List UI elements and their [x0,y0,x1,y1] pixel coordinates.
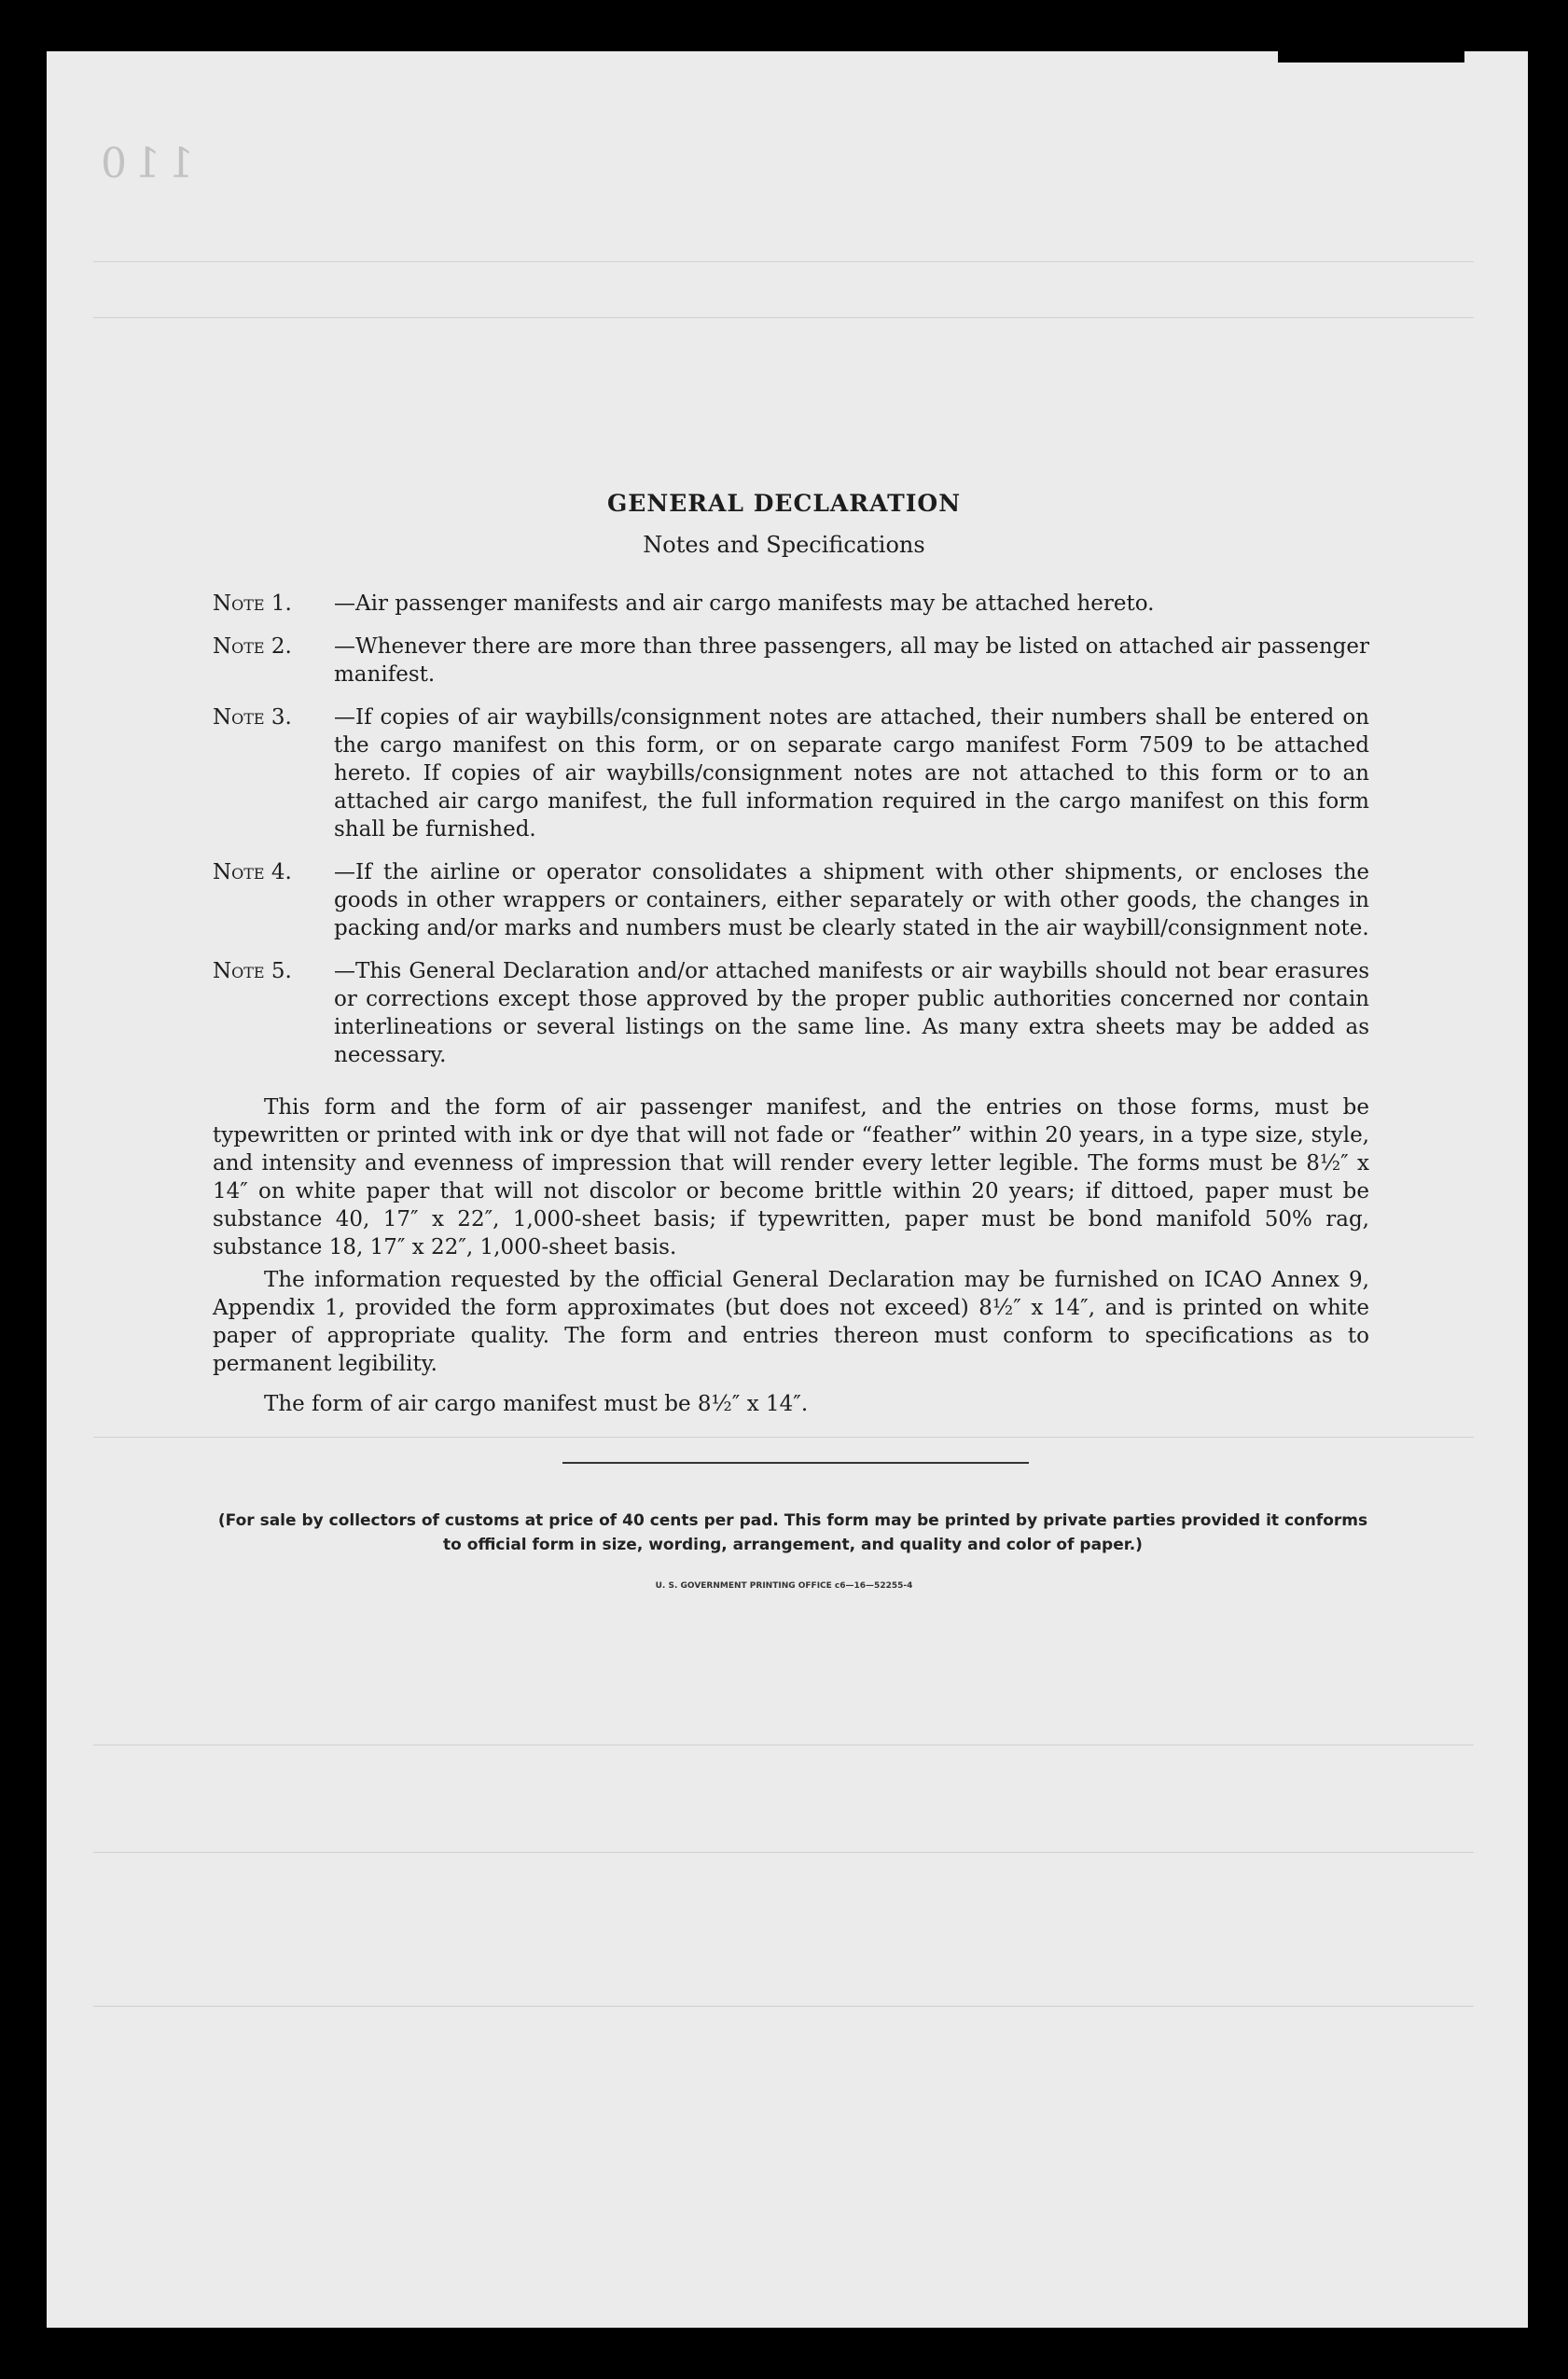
note-item [213,858,1369,942]
note-label: Note 3. [213,705,292,730]
note-label: Note 4. [213,860,292,884]
printer-line: U. S. GOVERNMENT PRINTING OFFICE c6—16—52255-4 [655,1581,913,1591]
specification-paragraph: This form and the form of air passenger manifest, and the entries on those forms, must be typewritten or printed with ink or dye that will not fade or “feather” within 20 years, in a type size, style, and intensity and evenness of impression that will render every letter legible. The forms must be 8½″ x 14″ on white paper that will not discolor or become brittle within 20 years; if dittoed, paper must be substance 40, 17″ x 22″, 1,000-sheet basis; if typewritten, paper must be bond manifold 50% rag, substance 18, 17″ x 22″, 1,000-sheet basis. [213,1095,1369,1259]
note-label: Note 5. [213,959,292,983]
bleed-line [93,261,1474,262]
bleed-line [93,1745,1474,1746]
specification-paragraph: The information requested by the official General Declaration may be furnished on ICAO Annex 9, Appendix 1, provided the form approximates (but does not exceed) 8½″ x 14″, and is printed on white paper of appropriate quality. The form and entries thereon must conform to specifications as to permanent legibility. [213,1268,1369,1376]
scan-edge-mark [1278,42,1464,63]
page-title: GENERAL DECLARATION [606,490,962,517]
page-number: 110 [93,140,194,188]
note-text: —Whenever there are more than three passengers, all may be listed on attached air passenger manifest. [334,634,1369,687]
note-item [213,703,1369,843]
note-text: —If copies of air waybills/consignment notes are attached, their numbers shall be entered on the cargo manifest on this form, or on separate cargo manifest Form 7509 to be attached hereto. If copies of air waybills/consignment notes are not attached to this form or to an attached air cargo manifest, the full information required in the cargo manifest on this form shall be furnished. [334,705,1369,842]
note-text: —Air passenger manifests and air cargo manifests may be attached hereto. [334,591,1155,616]
note-label: Note 1. [213,591,292,616]
note-item [213,590,1369,618]
note-text: —This General Declaration and/or attached manifests or air waybills should not bear erasures or corrections except those approved by the proper public authorities concerned nor contain interlineations or several listings on the same line. As many extra sheets may be added as necessary. [334,959,1369,1067]
page-subtitle: Notes and Specifications [643,532,925,558]
bleed-line [93,317,1474,318]
specification-paragraph: The form of air cargo manifest must be 8½″ x 14″. [264,1392,809,1416]
divider [562,1462,1029,1464]
note-text: —If the airline or operator consolidates a shipment with other shipments, or encloses the goods in other wrappers or containers, either separately or with other goods, the changes in packing and/or marks and numbers must be clearly stated in the air waybill/consignment note. [334,860,1369,940]
note-item [213,633,1369,689]
bleed-line [93,1437,1474,1438]
notes-list [213,590,1369,1084]
bleed-line [93,2006,1474,2007]
sale-notice: (For sale by collectors of customs at price of 40 cents per pad. This form may be printed by private parties provided it conforms to official form in size, wording, arrangement, and quality and color of paper.) [217,1511,1368,1554]
note-item [213,957,1369,1069]
note-label: Note 2. [213,634,292,659]
bleed-line [93,1852,1474,1853]
